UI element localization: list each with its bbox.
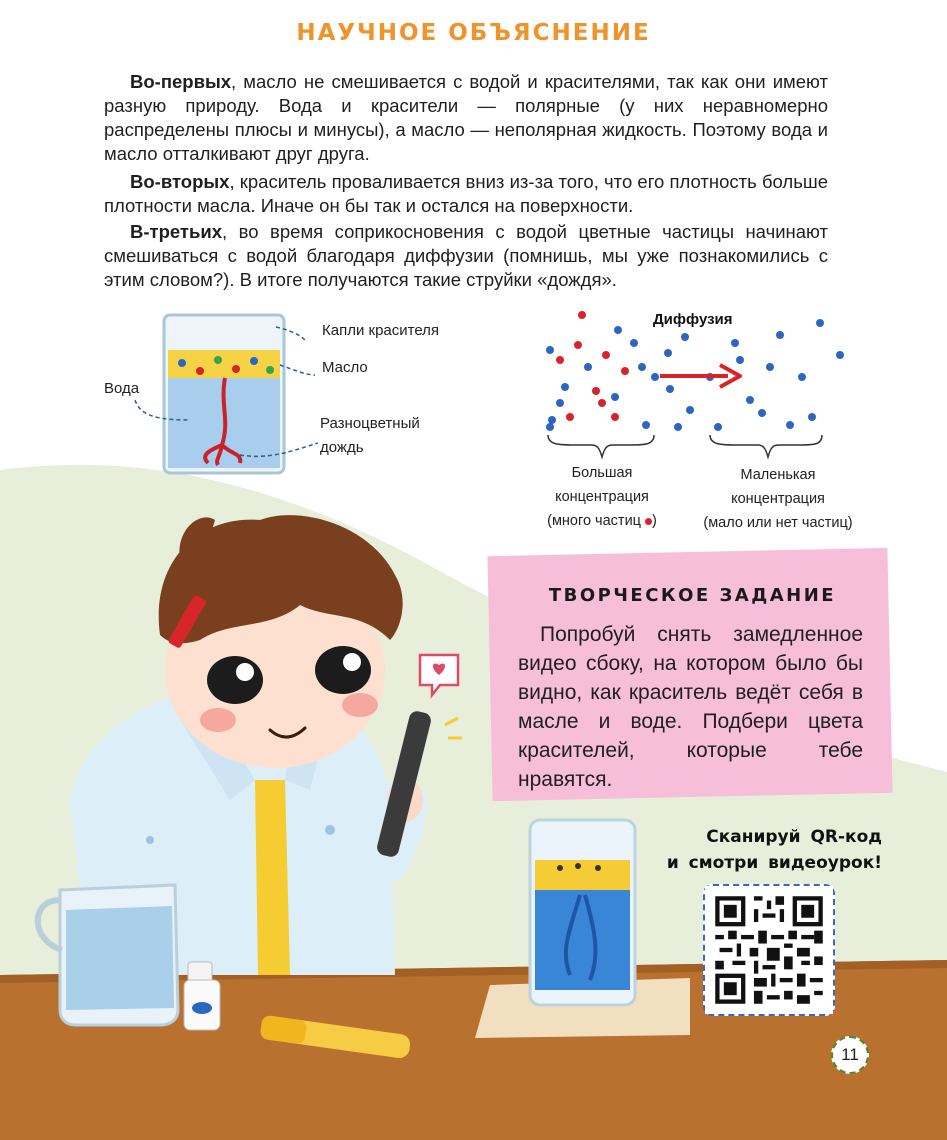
paragraph-text: , масло не смешивается с водой и красителями, так как они имеют разную природу. Вода и красители — полярные (у них неравномерно распределены плюсы и минусы), а масло — неполярная жидкость. Поэтому вода и масло отталкивают друг друга. [104,71,828,164]
high-brace [548,435,654,457]
low-line1: Маленькая [740,467,816,483]
experiment-glass [530,820,635,1005]
high-concentration-particles [546,311,650,431]
diffusion-diagram [530,305,860,465]
paragraph-text: , краситель проваливается вниз из-за того, что его плотность больше плотности масла. Иначе он бы так и остался на поверхности. [104,171,828,216]
qr-caption [650,824,882,876]
label-water: Вода [104,380,140,397]
low-line2: концентрация [731,491,825,507]
paragraph-second [104,170,828,218]
paragraph-lead: В-третьих [130,221,223,242]
low-concentration-label [686,463,870,535]
qr-caption-line2: и смотри видеоурок! [666,853,882,873]
water-jug [38,885,178,1025]
qr-code[interactable] [703,884,835,1016]
page-title: НАУЧНОЕ ОБЪЯСНЕНИЕ [296,20,651,46]
high-line1: Большая [571,465,633,481]
paragraph-first [104,70,828,166]
high-line2: концентрация [555,489,649,505]
page-number: 11 [831,1036,869,1074]
label-rain-line2: дождь [320,439,364,456]
creative-task-text: Попробуй снять замедленное видео сбоку, на котором было бы видно, как краситель ведёт себя в масле и воде. Подбери цвета красителей, которые тебе нравятся. [518,623,863,791]
low-line3: (мало или нет частиц) [703,515,853,531]
paragraph-text: , во время соприкосновения с водой цветные частицы начинают смешиваться с водой благодаря диффузии (помнишь, мы уже познакомились с этим словом?). В итоге получаются такие струйки «дождя». [104,221,828,290]
high-line3-close: ) [652,513,657,529]
paragraph-third [104,220,828,292]
qr-code-icon [705,886,833,1014]
creative-task-title: ТВОРЧЕСКОЕ ЗАДАНИЕ [548,585,837,606]
high-concentration-label [522,461,682,533]
qr-caption-line1: Сканируй QR-код [706,827,882,847]
high-line3-wrap [522,509,682,533]
label-rain-line1: Разноцветный [320,415,420,432]
high-line3: (много частиц [547,513,641,529]
red-particle-icon [645,518,652,525]
paragraph-lead: Во-вторых [130,171,230,192]
low-brace [710,435,822,457]
label-dye-drops: Капли красителя [322,322,440,339]
diffusion-arrow [660,365,740,387]
label-oil: Масло [322,359,368,376]
paragraph-lead: Во-первых [130,71,232,92]
diffusion-title: Диффузия [653,311,733,328]
